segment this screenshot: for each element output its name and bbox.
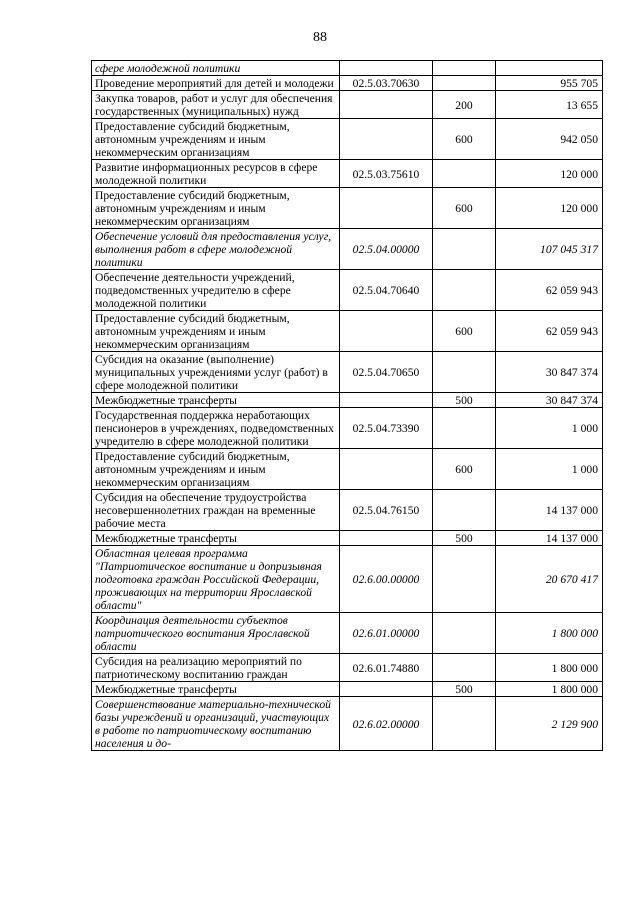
row-expense-type-cell: 600 [433,449,496,490]
row-amount-cell: 30 847 374 [496,352,603,393]
row-name-cell: Государственная поддержка неработающих пенсионеров в учреждениях, подведомственных учредителю в сфере молодежной политики [92,408,340,449]
row-amount-cell: 1 800 000 [496,613,603,654]
row-code-cell [340,311,433,352]
table-row [92,352,603,393]
row-code-cell [340,61,433,76]
row-expense-type-cell: 200 [433,91,496,119]
row-amount-cell: 14 137 000 [496,490,603,531]
row-code-cell: 02.6.01.00000 [340,613,433,654]
table-row [92,697,603,751]
row-name-cell: Межбюджетные трансферты [92,393,340,408]
row-expense-type-cell: 500 [433,531,496,546]
row-amount-cell: 62 059 943 [496,311,603,352]
budget-table-body [92,61,603,751]
row-code-cell [340,119,433,160]
row-amount-cell: 942 050 [496,119,603,160]
row-code-cell: 02.5.04.70640 [340,270,433,311]
row-expense-type-cell [433,613,496,654]
row-name-cell: Координация деятельности субъектов патриотического воспитания Ярославской области [92,613,340,654]
row-code-cell: 02.6.01.74880 [340,654,433,682]
row-amount-cell: 13 655 [496,91,603,119]
row-name-cell: Областная целевая программа "Патриотическое воспитание и допризывная подготовка граждан Российской Федерации, проживающих на территории Ярославской области" [92,546,340,613]
table-row [92,229,603,270]
row-expense-type-cell [433,654,496,682]
row-amount-cell: 1 800 000 [496,682,603,697]
row-code-cell: 02.6.00.00000 [340,546,433,613]
row-name-cell: Субсидия на обеспечение трудоустройства несовершеннолетних граждан на временные рабочие места [92,490,340,531]
row-code-cell: 02.5.04.00000 [340,229,433,270]
row-expense-type-cell [433,490,496,531]
row-expense-type-cell [433,76,496,91]
row-name-cell: Проведение мероприятий для детей и молодежи [92,76,340,91]
row-code-cell: 02.5.04.76150 [340,490,433,531]
row-amount-cell: 1 000 [496,449,603,490]
row-expense-type-cell: 500 [433,682,496,697]
table-row [92,490,603,531]
row-code-cell: 02.5.04.70650 [340,352,433,393]
row-name-cell: Обеспечение деятельности учреждений, подведомственных учредителю в сфере молодежной политики [92,270,340,311]
table-row [92,449,603,490]
row-code-cell [340,393,433,408]
row-expense-type-cell: 600 [433,119,496,160]
row-code-cell: 02.6.02.00000 [340,697,433,751]
row-expense-type-cell: 600 [433,311,496,352]
row-name-cell: Субсидия на реализацию мероприятий по патриотическому воспитанию граждан [92,654,340,682]
row-expense-type-cell: 600 [433,188,496,229]
row-expense-type-cell [433,229,496,270]
row-amount-cell: 107 045 317 [496,229,603,270]
table-row [92,408,603,449]
row-name-cell: Предоставление субсидий бюджетным, автономным учреждениям и иным некоммерческим организациям [92,311,340,352]
row-name-cell: Совершенствование материально-технической базы учреждений и организаций, участвующих в работе по патриотическому воспитанию населения и до- [92,697,340,751]
row-expense-type-cell [433,546,496,613]
row-amount-cell: 1 800 000 [496,654,603,682]
row-amount-cell: 1 000 [496,408,603,449]
table-row [92,76,603,91]
row-code-cell [340,531,433,546]
row-expense-type-cell [433,352,496,393]
budget-table [91,60,603,751]
row-name-cell: Межбюджетные трансферты [92,682,340,697]
row-amount-cell: 30 847 374 [496,393,603,408]
table-row [92,119,603,160]
row-name-cell: Межбюджетные трансферты [92,531,340,546]
table-row [92,613,603,654]
table-row [92,311,603,352]
row-amount-cell: 120 000 [496,160,603,188]
row-amount-cell: 120 000 [496,188,603,229]
row-code-cell: 02.5.03.70630 [340,76,433,91]
row-name-cell: Обеспечение условий для предоставления услуг, выполнения работ в сфере молодежной политики [92,229,340,270]
table-row [92,188,603,229]
table-row [92,270,603,311]
row-expense-type-cell [433,61,496,76]
table-row [92,546,603,613]
table-row [92,91,603,119]
table-row [92,160,603,188]
row-name-cell: сфере молодежной политики [92,61,340,76]
table-row [92,531,603,546]
row-amount-cell: 14 137 000 [496,531,603,546]
row-name-cell: Закупка товаров, работ и услуг для обеспечения государственных (муниципальных) нужд [92,91,340,119]
row-amount-cell: 20 670 417 [496,546,603,613]
row-amount-cell: 62 059 943 [496,270,603,311]
row-code-cell [340,682,433,697]
row-expense-type-cell: 500 [433,393,496,408]
row-name-cell: Предоставление субсидий бюджетным, автономным учреждениям и иным некоммерческим организациям [92,188,340,229]
row-name-cell: Предоставление субсидий бюджетным, автономным учреждениям и иным некоммерческим организациям [92,119,340,160]
row-code-cell [340,91,433,119]
row-amount-cell [496,61,603,76]
row-name-cell: Предоставление субсидий бюджетным, автономным учреждениям и иным некоммерческим организациям [92,449,340,490]
row-name-cell: Субсидия на оказание (выполнение) муниципальных учреждениями услуг (работ) в сфере молодежной политики [92,352,340,393]
table-row [92,61,603,76]
table-row [92,654,603,682]
row-amount-cell: 2 129 900 [496,697,603,751]
row-expense-type-cell [433,408,496,449]
row-code-cell: 02.5.04.73390 [340,408,433,449]
row-amount-cell: 955 705 [496,76,603,91]
row-code-cell [340,188,433,229]
row-expense-type-cell [433,160,496,188]
page-number: 88 [313,30,327,45]
table-row [92,682,603,697]
table-row [92,393,603,408]
row-expense-type-cell [433,697,496,751]
row-expense-type-cell [433,270,496,311]
row-code-cell [340,449,433,490]
row-code-cell: 02.5.03.75610 [340,160,433,188]
row-name-cell: Развитие информационных ресурсов в сфере молодежной политики [92,160,340,188]
